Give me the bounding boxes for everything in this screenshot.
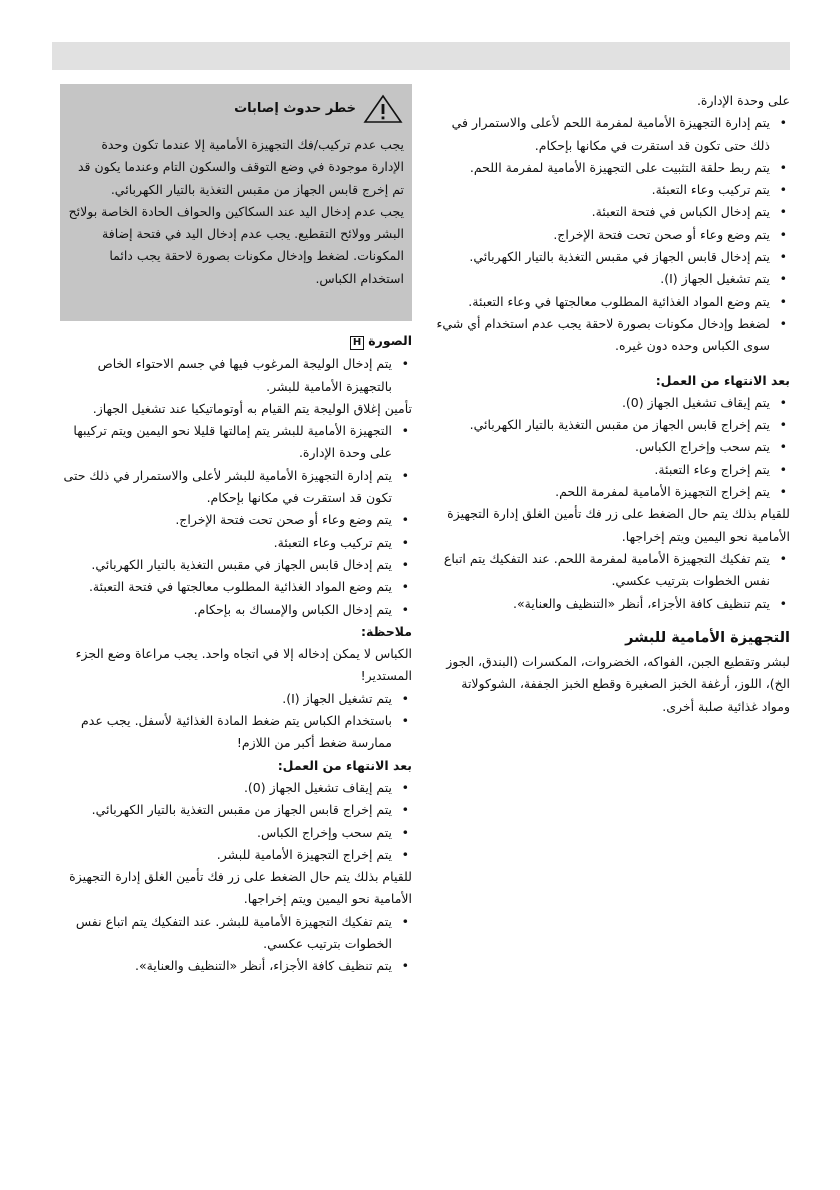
bullet-item: • يتم وضع المواد الغذائية المطلوب معالجتها في فتحة التعبئة. xyxy=(52,576,412,598)
bullet-item: • يتم إدخال قابس الجهاز في مقبس التغذية بالتيار الكهربائي. xyxy=(435,246,790,268)
bullet-item: • يتم وضع وعاء أو صحن تحت فتحة الإخراج. xyxy=(52,509,412,531)
left-column xyxy=(52,330,412,978)
paragraph: لبشر وتقطيع الجبن، الفواكه، الخضروات، المكسرات (البندق، الجوز الخ)، اللوز، أرغفة الخبز الصغيرة وقطع الخبز الجففة، الشوكولاتة ومواد غذائية صلبة أخرى. xyxy=(446,654,790,714)
bullet-item: • يتم إدارة التجهيزة الأمامية لمفرمة اللحم لأعلى والاستمرار في ذلك حتى تكون قد استقرت في مكانها بإحكام. xyxy=(435,112,790,157)
bullet-item: • يتم سحب وإخراج الكباس. xyxy=(435,436,790,458)
bullet-item: • يتم إدخال الكباس في فتحة التعبئة. xyxy=(435,201,790,223)
subheading: بعد الانتهاء من العمل: xyxy=(655,372,790,388)
bullet-item: • يتم تنظيف كافة الأجزاء، أنظر «التنظيف والعناية». xyxy=(435,593,790,615)
bullet-item: • باستخدام الكباس يتم ضغط المادة الغذائية لأسفل. يجب عدم ممارسة ضغط أكبر من اللازم! xyxy=(52,710,412,755)
right-column xyxy=(435,90,790,718)
subheading: بعد الانتهاء من العمل: xyxy=(277,757,412,773)
bullet-item: • يتم تشغيل الجهاز (I). xyxy=(52,688,412,710)
bullet-item: • يتم إيقاف تشغيل الجهاز (0). xyxy=(435,392,790,414)
bullet-item: • يتم تنظيف كافة الأجزاء، أنظر «التنظيف والعناية». xyxy=(52,955,412,977)
paragraph: للقيام بذلك يتم حال الضغط على زر فك تأمين الغلق إدارة التجهيزة الأمامية نحو اليمين ويتم إخراجها. xyxy=(69,869,412,907)
bullet-item: • يتم ربط حلقة التثبيت على التجهيزة الأمامية لمفرمة اللحم. xyxy=(435,157,790,179)
bullet-item: • يتم سحب وإخراج الكباس. xyxy=(52,822,412,844)
bullet-item: • يتم إدخال قابس الجهاز في مقبس التغذية بالتيار الكهربائي. xyxy=(52,554,412,576)
header-bar xyxy=(52,42,790,70)
paragraph: للقيام بذلك يتم حال الضغط على زر فك تأمين الغلق إدارة التجهيزة الأمامية نحو اليمين ويتم إخراجها. xyxy=(447,506,790,544)
bullet-item: • يتم إخراج قابس الجهاز من مقبس التغذية بالتيار الكهربائي. xyxy=(52,799,412,821)
warning-header xyxy=(68,94,404,124)
bullet-item: • لضغط وإدخال مكونات بصورة لاحقة يجب عدم استخدام أي شيء سوى الكباس وحده دون غيره. xyxy=(435,313,790,358)
bullet-item: • يتم إيقاف تشغيل الجهاز (0). xyxy=(52,777,412,799)
bullet-item: • يتم وضع وعاء أو صحن تحت فتحة الإخراج. xyxy=(435,224,790,246)
bullet-item: • يتم تشغيل الجهاز (I). xyxy=(435,268,790,290)
bullet-item: • يتم تركيب وعاء التعبئة. xyxy=(52,532,412,554)
figure-label: الصورة xyxy=(368,333,412,348)
bullet-item: • يتم تفكيك التجهيزة الأمامية لمفرمة اللحم. عند التفكيك يتم اتباع نفس الخطوات بترتيب عكسي. xyxy=(435,548,790,593)
paragraph: تأمين إغلاق الوليجة يتم القيام به أوتوماتيكيا عند تشغيل الجهاز. xyxy=(92,400,412,416)
warning-text: يجب عدم تركيب/فك التجهيزة الأمامية إلا عندما تكون وحدة الإدارة موجودة في وضع التوقف والسكون التام وعندما يكون قد تم إخرج قابس الجهاز من مقبس التغذية بالتيار الكهربائي. xyxy=(77,137,404,197)
figure-reference xyxy=(52,330,412,352)
bullet-item: • يتم إخراج التجهيزة الأمامية لمفرمة اللحم. xyxy=(435,481,790,503)
bullet-item: • يتم تركيب وعاء التعبئة. xyxy=(435,179,790,201)
warning-triangle-icon xyxy=(362,94,404,124)
bullet-item: • يتم إدخال الوليجة المرغوب فيها في جسم الاحتواء الخاص بالتجهيزة الأمامية للبشر. xyxy=(52,353,412,398)
warning-text: يجب عدم إدخال اليد عند السكاكين والحواف الحادة الخاصة بولائح البشر وولائح التقطيع. يجب عدم إدخال اليد في فتحة إضافة المكونات. لضغط وإدخال مكونات بصورة لاحقة يجب دائما استخدام الكباس. xyxy=(68,203,404,286)
paragraph: على وحدة الإدارة. xyxy=(696,93,790,108)
bullet-item: • يتم إدارة التجهيزة الأمامية للبشر لأعلى والاستمرار في ذلك حتى تكون قد استقرت في مكانها بإحكام. xyxy=(52,465,412,510)
warning-title: خطر حدوث إصابات xyxy=(234,100,356,116)
subheading: ملاحظة: xyxy=(361,623,412,639)
bullet-item: • يتم تفكيك التجهيزة الأمامية للبشر. عند التفكيك يتم اتباع نفس الخطوات بترتيب عكسي. xyxy=(52,911,412,956)
warning-box xyxy=(60,84,412,321)
bullet-item: • التجهيزة الأمامية للبشر يتم إمالتها قليلا نحو اليمين ويتم تركيبها على وحدة الإدارة. xyxy=(52,420,412,465)
section-heading: التجهيزة الأمامية للبشر xyxy=(625,629,790,646)
bullet-item: • يتم وضع المواد الغذائية المطلوب معالجتها في وعاء التعبئة. xyxy=(435,291,790,313)
bullet-item: • يتم إخراج قابس الجهاز من مقبس التغذية بالتيار الكهربائي. xyxy=(435,414,790,436)
paragraph: الكباس لا يمكن إدخاله إلا في اتجاه واحد. يجب مراعاة وضع الجزء المستدير! xyxy=(75,646,412,684)
bullet-item: • يتم إدخال الكباس والإمساك به بإحكام. xyxy=(52,599,412,621)
bullet-item: • يتم إخراج وعاء التعبئة. xyxy=(435,459,790,481)
figure-letter: H xyxy=(350,336,364,350)
bullet-item: • يتم إخراج التجهيزة الأمامية للبشر. xyxy=(52,844,412,866)
